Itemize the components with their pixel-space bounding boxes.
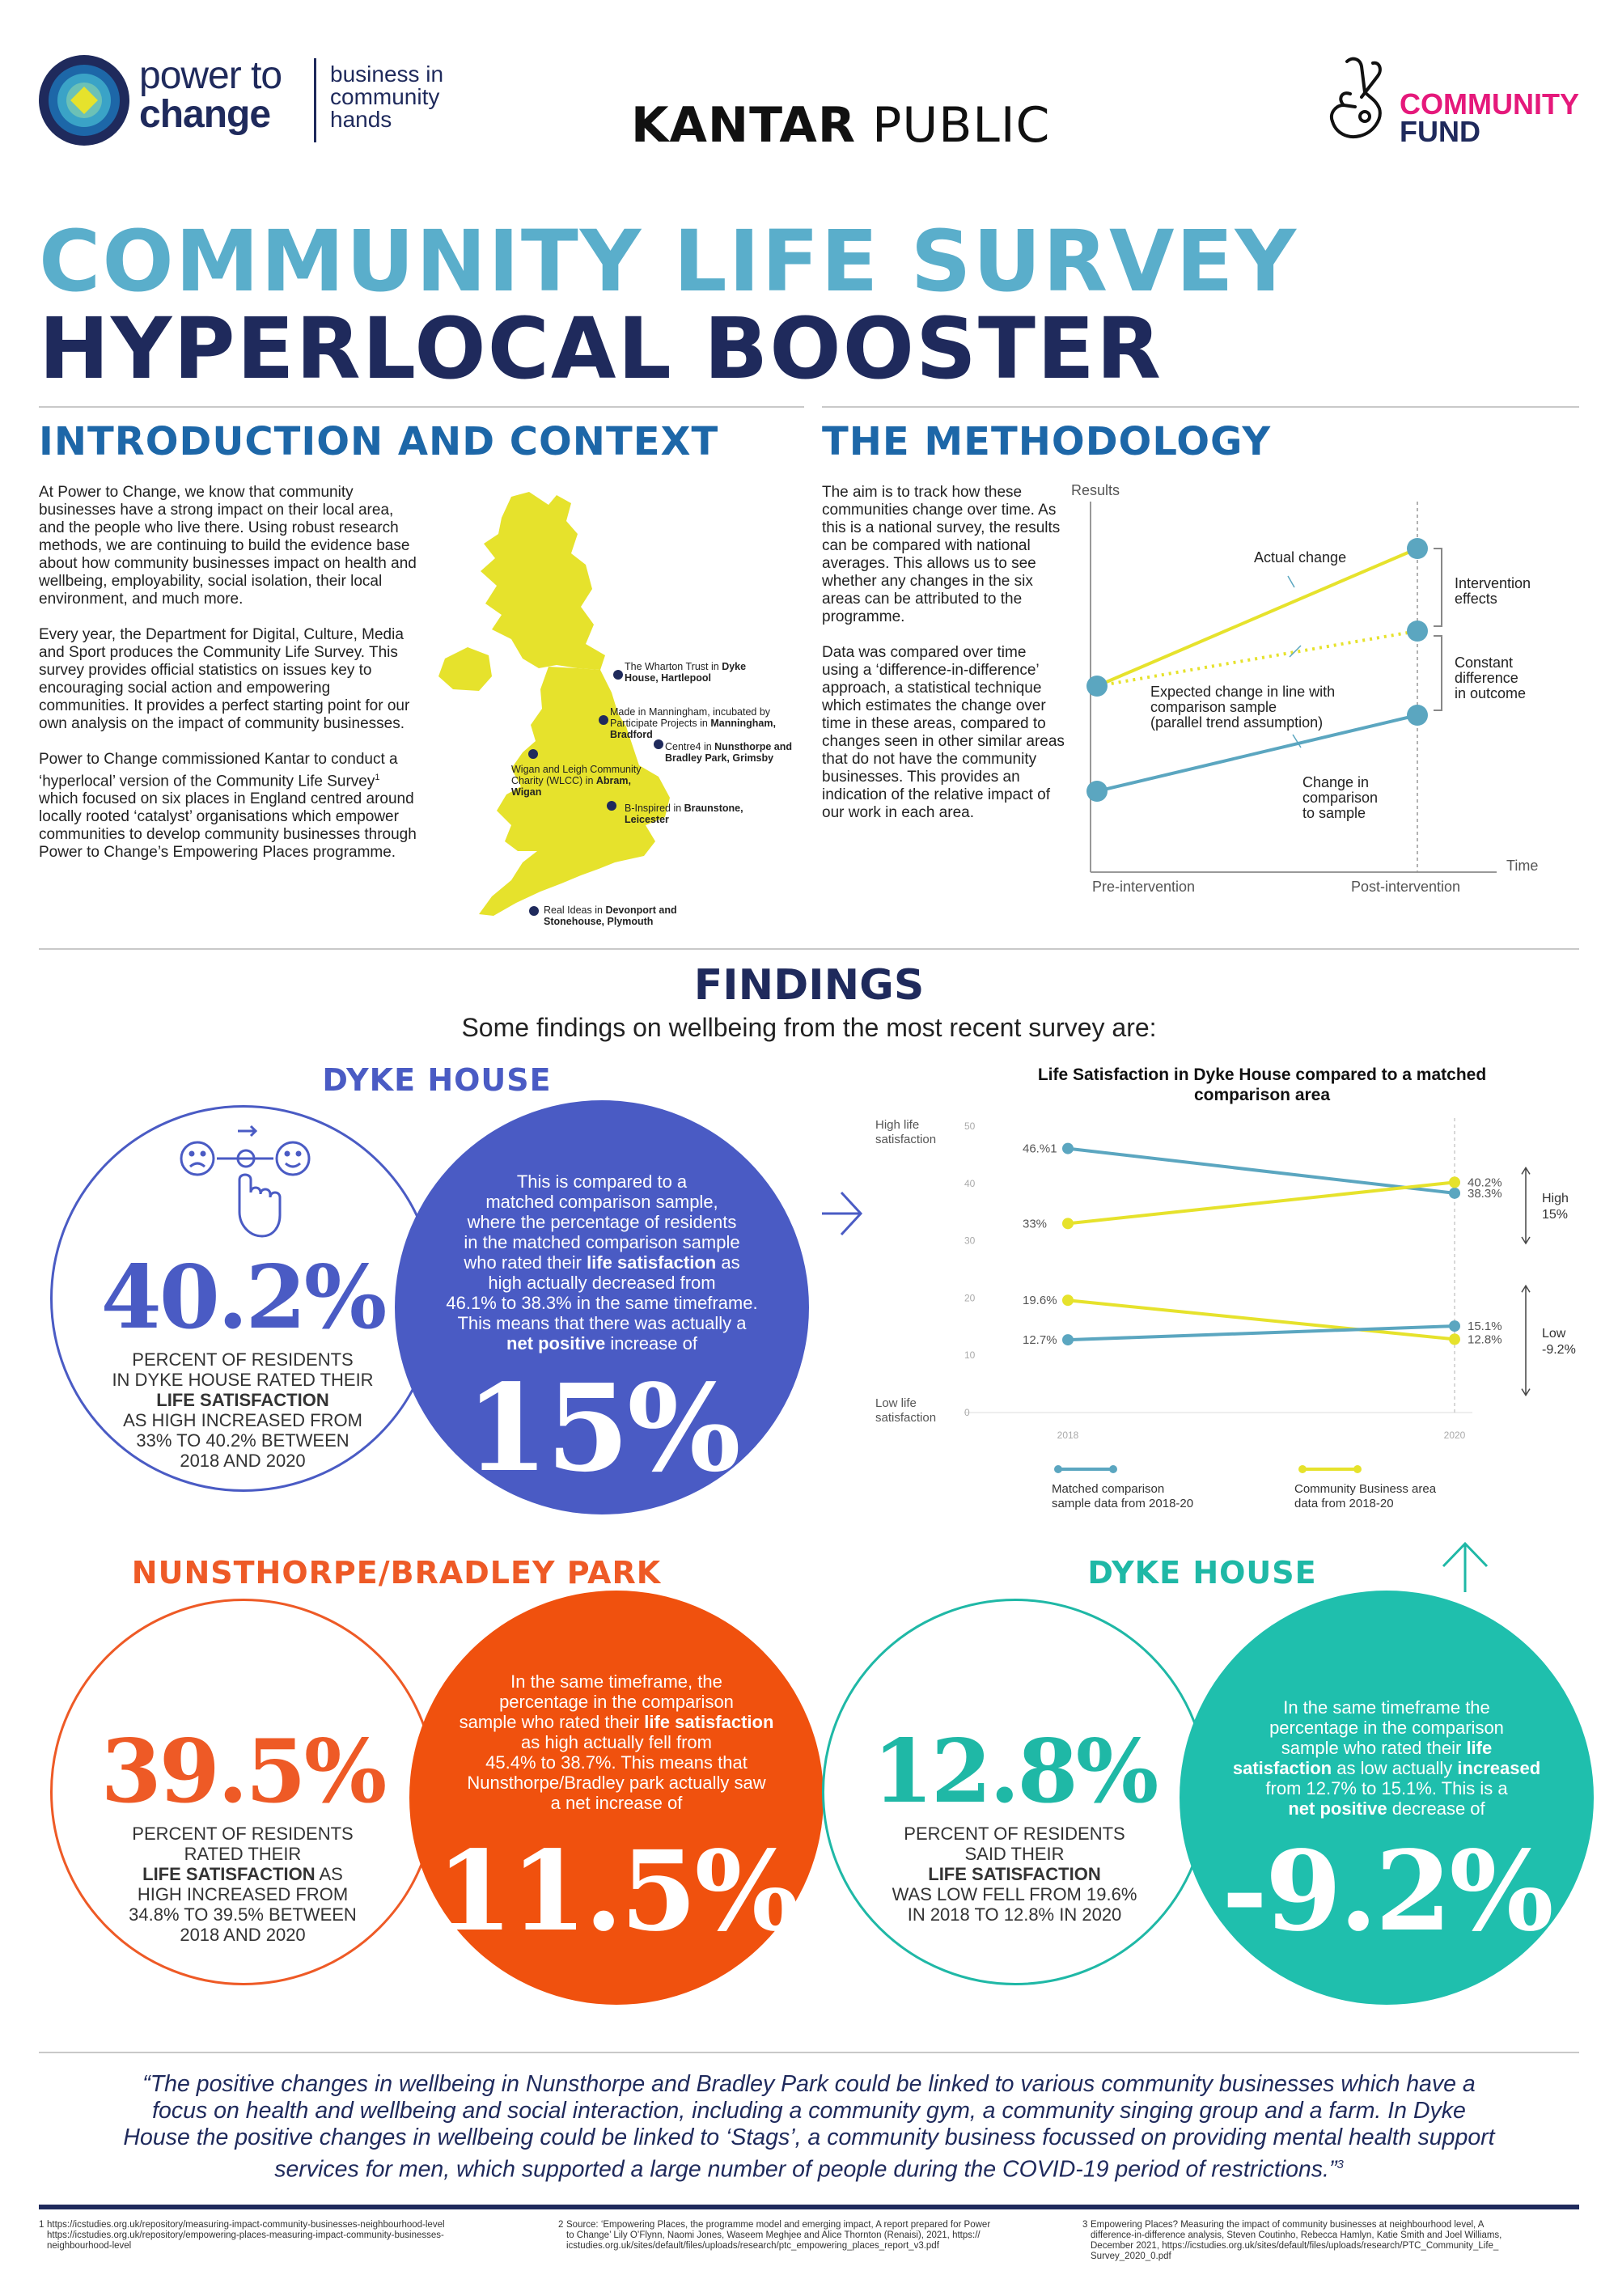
description-line: 2018 AND 2020 xyxy=(180,1925,306,1945)
expected-change-line: (parallel trend assumption) xyxy=(1150,714,1324,731)
high-life-satisfaction-label: High life satisfaction xyxy=(875,1118,937,1146)
kantar-public-logo xyxy=(631,97,1050,154)
comparison-line xyxy=(1205,1758,1568,1778)
map-label-place: Manningham, Bradford xyxy=(610,718,776,740)
power-to-change-logo-icon xyxy=(39,55,129,146)
life-satisfaction-chart xyxy=(955,1108,1586,1464)
intervention-effects-line: effects xyxy=(1455,591,1497,607)
map-label xyxy=(610,706,796,740)
map-label xyxy=(665,741,803,764)
description-line: PERCENT OF RESIDENTS xyxy=(132,1824,354,1844)
dyke-house-comparison-text xyxy=(421,1171,783,1353)
map-label xyxy=(625,803,754,825)
footnote-2 xyxy=(566,2220,1084,2252)
y-tick-label: 20 xyxy=(964,1292,976,1304)
actual-change-label: Actual change xyxy=(1254,549,1347,566)
comparison-segment: who rated their xyxy=(464,1252,587,1273)
dyke-house-high-description xyxy=(89,1349,396,1471)
intro-paragraph: Every year, the Department for Digital, Culture, Media and Sport produces the Community Life Survey. This survey provides official statistics on issues key to encouraging social action and empowering communities. It provides a perfect starting point for our own analysis on the impact of community businesses. xyxy=(39,626,410,732)
series-point xyxy=(1449,1320,1460,1332)
description-line: SAID THEIR xyxy=(964,1844,1065,1864)
legend-line: sample data from 2018-20 xyxy=(1052,1497,1194,1510)
data-label: 40.2% xyxy=(1468,1176,1502,1190)
comparison-change-label xyxy=(1302,775,1378,821)
description-line: LIFE SATISFACTION xyxy=(156,1390,329,1410)
footnote-1 xyxy=(47,2220,524,2252)
footnote-link[interactable]: icstudies.org.uk/sites/default/files/uploads/research/ptc_empowering_places_report_v3.pdf xyxy=(566,2241,939,2251)
footnote-2-number: 2 xyxy=(558,2220,564,2230)
footnote-line: to Change’ Lily O’Flynn, Naomi Jones, Waseem Meghjee and Alice Thornton (Renaisi), 2021, https:// xyxy=(566,2230,981,2240)
nunsthorpe-description xyxy=(89,1824,396,1945)
section-divider xyxy=(822,406,1579,408)
dyke-house-low-stat: 12.8% xyxy=(872,1721,1157,1823)
intro-paragraph xyxy=(39,751,417,862)
description-line: 33% TO 40.2% BETWEEN xyxy=(136,1430,349,1451)
footer-rule xyxy=(39,2205,1579,2209)
footnote-marker: 3 xyxy=(1336,2158,1344,2171)
dyke-house-high-stat: 40.2% xyxy=(100,1247,385,1349)
life-satisfaction-chart-title: Life Satisfaction in Dyke House compared to a matched comparison area xyxy=(1037,1065,1487,1104)
footnote-link[interactable]: https://icstudies.org.uk/repository/measuring-impact-community-businesses-neighbourhood-level xyxy=(47,2220,445,2230)
map-label-place: Devonport and Stonehouse, Plymouth xyxy=(544,904,677,927)
footnote-line: difference-in-difference analysis, Steven Coutinho, Rebecca Hamlyn, Katie Smith and Joel Williams, xyxy=(1091,2230,1502,2240)
map-label-text: Real Ideas in xyxy=(544,904,606,916)
footnote-3 xyxy=(1091,2220,1576,2262)
legend-swatch-community xyxy=(1298,1463,1362,1476)
description-line: AS HIGH INCREASED FROM xyxy=(123,1410,362,1430)
intro-paragraph: At Power to Change, we know that community businesses have a strong impact on their local area, and the people who live there. Using robust research methods, we are continuing to build the evidence base about how community businesses impact on health and wellbeing, employability, social isolation, their local environment, and much more. xyxy=(39,484,417,608)
logo-divider xyxy=(314,58,316,142)
data-label: 33% xyxy=(1023,1217,1048,1231)
comparison-segment: sample who rated their xyxy=(1281,1738,1467,1758)
crossed-fingers-icon xyxy=(1323,55,1397,152)
map-label-text: B-Inspired in xyxy=(625,803,684,814)
ptc-tagline xyxy=(330,63,443,131)
data-label: 38.3% xyxy=(1468,1186,1502,1201)
dyke-house-low-title: DYKE HOUSE xyxy=(1087,1555,1317,1591)
arrow-right-icon xyxy=(817,1181,866,1246)
expected-change-line: Expected change in line with xyxy=(1150,684,1336,700)
comparison-line xyxy=(421,1252,783,1273)
comparison-line: in the matched comparison sample xyxy=(464,1232,740,1252)
comparison-line: In the same timeframe, the xyxy=(510,1671,722,1692)
footnote-1-number: 1 xyxy=(39,2220,44,2230)
map-label-text: Centre4 in xyxy=(665,741,715,752)
map-label xyxy=(511,764,649,798)
series-point xyxy=(1062,1218,1074,1229)
ptc-name-line1: power to xyxy=(139,54,282,97)
footnote-line: Empowering Places? Measuring the impact of community businesses at neighbourhood level, A xyxy=(1091,2220,1485,2230)
comparison-segment: decrease of xyxy=(1387,1798,1485,1819)
data-label: 46.%1 xyxy=(1023,1142,1057,1156)
difference-label: Low xyxy=(1542,1326,1566,1341)
description-line: HIGH INCREASED FROM xyxy=(137,1884,349,1904)
series-point xyxy=(1062,1143,1074,1154)
legend-comparison-label xyxy=(1052,1482,1193,1511)
intervention-effects-line: Intervention xyxy=(1455,575,1531,591)
data-label: 15.1% xyxy=(1468,1320,1502,1334)
dyke-house-low-description xyxy=(861,1824,1168,1925)
constant-difference-line: Constant xyxy=(1455,654,1514,671)
x-tick-label: 2020 xyxy=(1443,1430,1466,1441)
series-point xyxy=(1062,1334,1074,1345)
methodology-paragraph: The aim is to track how these communities change over time. As this is a national survey, the results can be compared with national averages. This allows us to see whether any changes in the six areas can be attributed to the programme. xyxy=(822,484,1061,625)
ptc-tagline-line: hands xyxy=(330,107,392,132)
description-segment: LIFE SATISFACTION xyxy=(142,1864,316,1884)
dyke-house-low-comparison-text xyxy=(1205,1697,1568,1819)
map-pin-dyke-house xyxy=(613,670,623,680)
constant-difference-line: in outcome xyxy=(1455,685,1527,701)
power-to-change-wordmark xyxy=(139,54,282,136)
title-line1: COMMUNITY LIFE SURVEY xyxy=(39,212,1298,311)
description-line: WAS LOW FELL FROM 19.6% xyxy=(892,1884,1137,1904)
ptc-tagline-line: business in xyxy=(330,61,444,87)
legend-community xyxy=(1298,1463,1362,1480)
comparison-segment: sample who rated their xyxy=(459,1712,645,1732)
y-tick-label: 40 xyxy=(964,1177,976,1189)
expected-change-label xyxy=(1150,684,1335,731)
footnote-link[interactable]: https://icstudies.org.uk/repository/empowering-places-measuring-impact-community-businesses- xyxy=(47,2230,444,2240)
intro-body xyxy=(39,484,417,879)
comparison-line xyxy=(435,1712,798,1732)
y-tick-label: 50 xyxy=(964,1120,976,1132)
nunsthorpe-net-increase: 11.5% xyxy=(436,1827,797,1956)
dyke-house-net-decrease: -9.2% xyxy=(1222,1827,1552,1956)
nunsthorpe-title: NUNSTHORPE/BRADLEY PARK xyxy=(131,1555,662,1591)
methodology-paragraph: Data was compared over time using a ‘difference-in-difference’ approach, a statistical technique which estimates the change over time in these areas, compared to changes seen in other similar areas that do not have the community businesses. This provides an indication of the relative impact of our work in each area. xyxy=(822,644,1065,821)
comparison-segment: increased xyxy=(1457,1758,1541,1778)
arrow-up-icon xyxy=(1437,1539,1493,1595)
findings-subtitle: Some findings on wellbeing from the most recent survey are: xyxy=(461,1013,1157,1042)
comparison-segment: life xyxy=(1466,1738,1493,1758)
footnote-line: Source: ‘Empowering Places, the programme model and emerging impact, A report prepared for Power xyxy=(566,2220,991,2230)
map-pin-manningham xyxy=(599,715,608,725)
findings-heading: FINDINGS xyxy=(693,961,925,1010)
comparison-line xyxy=(421,1333,783,1353)
ptc-tagline-line: community xyxy=(330,84,440,109)
map-label-text: Made in Manningham, incubated by Participate Projects in xyxy=(610,706,771,729)
constant-difference-line: difference xyxy=(1455,670,1518,686)
section-divider xyxy=(39,406,804,408)
comparison-line: percentage in the comparison xyxy=(499,1692,734,1712)
methodology-heading: THE METHODOLOGY xyxy=(822,419,1272,464)
comparison-segment: as low actually xyxy=(1332,1758,1458,1778)
comparison-line: 46.1% to 38.3% in the same timeframe. xyxy=(446,1293,758,1313)
comparison-line xyxy=(1205,1798,1568,1819)
description-line: IN DYKE HOUSE RATED THEIR xyxy=(112,1370,374,1390)
ptc-name-line2: change xyxy=(139,93,271,136)
map-label xyxy=(544,904,689,927)
post-intervention-label: Post-intervention xyxy=(1351,879,1461,895)
legend-comparison xyxy=(1053,1463,1118,1480)
comparison-segment: life satisfaction xyxy=(644,1712,774,1732)
comparison-segment: net positive xyxy=(1288,1798,1387,1819)
map-pin-nunsthorpe xyxy=(654,739,663,749)
quote-line: focus on health and wellbeing and social interaction, including a community gym, a community singing group and a farm. In Dyke xyxy=(152,2098,1466,2124)
description-line: LIFE SATISFACTION xyxy=(928,1864,1101,1884)
description-segment: AS xyxy=(315,1864,343,1884)
comparison-line: matched comparison sample, xyxy=(485,1192,718,1212)
comparison-segment: increase of xyxy=(605,1333,697,1353)
legend-line: Matched comparison xyxy=(1052,1482,1165,1496)
comparison-change-line: Change in xyxy=(1302,774,1370,790)
footnote-link[interactable]: neighbourhood-level xyxy=(47,2241,132,2251)
series-point xyxy=(1449,1176,1460,1188)
expected-change-line: comparison sample xyxy=(1150,699,1277,715)
y-tick-label: 0 xyxy=(964,1407,970,1418)
comparison-line: percentage in the comparison xyxy=(1269,1718,1504,1738)
footnote-link[interactable]: Survey_2020_0.pdf xyxy=(1091,2252,1171,2261)
footnote-link[interactable]: December 2021, https://icstudies.org.uk/sites/default/files/uploads/research/PTC_Community_Life_ xyxy=(1091,2241,1499,2251)
legend-community-label xyxy=(1294,1482,1436,1511)
constant-difference-label xyxy=(1455,655,1526,701)
description-line: PERCENT OF RESIDENTS xyxy=(132,1349,354,1370)
comparison-line xyxy=(1205,1738,1568,1758)
public-word: PUBLIC xyxy=(856,97,1051,154)
comparison-line: as high actually fell from xyxy=(521,1732,712,1752)
map-pin-braunstone xyxy=(607,801,616,811)
comparison-line: 45.4% to 38.7%. This means that xyxy=(485,1752,748,1773)
title-line2: HYPERLOCAL BOOSTER xyxy=(39,299,1163,398)
intro-p3-text: which focused on six places in England centred around locally rooted ‘catalyst’ organisations which empower communities to develop community businesses through Power to Change’s Empowering Places programme. xyxy=(39,790,417,862)
comparison-segment: as xyxy=(716,1252,740,1273)
footnote-3-number: 3 xyxy=(1082,2220,1088,2230)
map-label-place: Braunstone, Leicester xyxy=(625,803,743,825)
description-line xyxy=(89,1864,396,1884)
quote-line: House the positive changes in wellbeing could be linked to ‘Stags’, a community business focussed on providing mental health support xyxy=(123,2124,1495,2150)
map-label xyxy=(625,661,762,684)
description-line: 2018 AND 2020 xyxy=(180,1451,306,1471)
comparison-line: This is compared to a xyxy=(516,1171,688,1192)
intervention-effects-label xyxy=(1455,576,1531,607)
comparison-line: In the same timeframe the xyxy=(1283,1697,1490,1718)
x-tick-label: 2018 xyxy=(1057,1430,1079,1441)
dyke-house-title: DYKE HOUSE xyxy=(322,1062,552,1098)
comparison-line: where the percentage of residents xyxy=(467,1212,737,1232)
comparison-line: This means that there was actually a xyxy=(457,1313,747,1333)
series-point xyxy=(1449,1188,1460,1199)
series-line xyxy=(1068,1182,1455,1223)
difference-label: High xyxy=(1542,1192,1569,1206)
data-label: 19.6% xyxy=(1023,1294,1057,1308)
map-pin-devonport xyxy=(529,906,539,916)
quote-segment: services for men, which supported a large number of people during the COVID-19 period of restrictions.” xyxy=(274,2156,1337,2183)
section-divider xyxy=(39,948,1579,950)
pre-intervention-label: Pre-intervention xyxy=(1092,879,1196,895)
nunsthorpe-stat: 39.5% xyxy=(100,1721,385,1823)
comparison-segment: net positive xyxy=(506,1333,606,1353)
community-fund-wordmark xyxy=(1400,87,1579,148)
map-label-text: The Wharton Trust in xyxy=(625,661,722,672)
comparison-line: a net increase of xyxy=(550,1793,683,1813)
map-label-text: Wigan and Leigh Community Charity (WLCC) in xyxy=(511,764,642,786)
comparison-segment: life satisfaction xyxy=(587,1252,717,1273)
description-line: IN 2018 TO 12.8% IN 2020 xyxy=(907,1904,1122,1925)
intro-p3-text: Power to Change commissioned Kantar to conduct a ‘hyperlocal’ version of the Community Life Survey xyxy=(39,751,398,790)
quote-line xyxy=(49,2151,1569,2184)
map-pin-abram xyxy=(528,749,538,759)
description-line: RATED THEIR xyxy=(184,1844,302,1864)
series-point xyxy=(1449,1333,1460,1345)
dyke-house-net-increase: 15% xyxy=(465,1358,739,1498)
legend-line: Community Business area xyxy=(1294,1482,1437,1496)
series-point xyxy=(1062,1294,1074,1306)
legend-line: data from 2018-20 xyxy=(1294,1497,1394,1510)
legend-swatch-comparison xyxy=(1053,1463,1118,1476)
difference-label: 15% xyxy=(1542,1208,1569,1222)
footnote-marker: 1 xyxy=(375,773,380,782)
community-word: COMMUNITY xyxy=(1400,87,1579,121)
kantar-word: KANTAR xyxy=(631,97,857,154)
comparison-change-line: to sample xyxy=(1302,805,1366,821)
y-tick-label: 30 xyxy=(964,1235,976,1247)
y-tick-label: 10 xyxy=(964,1349,976,1362)
methodology-y-label: Results xyxy=(1071,482,1120,498)
quote xyxy=(49,2071,1569,2184)
data-label: 12.8% xyxy=(1468,1332,1502,1347)
map-label-place: Dyke House, Hartlepool xyxy=(625,661,747,684)
comparison-segment: satisfaction xyxy=(1232,1758,1332,1778)
methodology-body xyxy=(822,484,1065,840)
map-label-place: Nunsthorpe and Bradley Park, Grimsby xyxy=(665,741,792,764)
quote-line: “The positive changes in wellbeing in Nunsthorpe and Bradley Park could be linked to various community businesses which have a xyxy=(142,2071,1476,2097)
comparison-line: high actually decreased from xyxy=(488,1273,716,1293)
series-line xyxy=(1068,1149,1455,1193)
map-label-place: Abram, Wigan xyxy=(511,775,631,798)
intro-heading: INTRODUCTION AND CONTEXT xyxy=(39,419,719,464)
comparison-line: from 12.7% to 15.1%. This is a xyxy=(1265,1778,1508,1798)
section-divider xyxy=(39,2052,1579,2053)
difference-label: -9.2% xyxy=(1542,1342,1576,1357)
data-label: 12.7% xyxy=(1023,1333,1057,1348)
low-life-satisfaction-label: Low life satisfaction xyxy=(875,1396,937,1425)
fund-word: FUND xyxy=(1400,115,1480,148)
nunsthorpe-comparison-text xyxy=(435,1671,798,1813)
satisfaction-change-icon xyxy=(176,1123,314,1244)
comparison-line: Nunsthorpe/Bradley park actually saw xyxy=(467,1773,766,1793)
description-line: 34.8% TO 39.5% BETWEEN xyxy=(129,1904,357,1925)
methodology-x-label: Time xyxy=(1506,858,1539,874)
description-line: PERCENT OF RESIDENTS xyxy=(904,1824,1125,1844)
comparison-change-line: comparison xyxy=(1302,790,1379,806)
